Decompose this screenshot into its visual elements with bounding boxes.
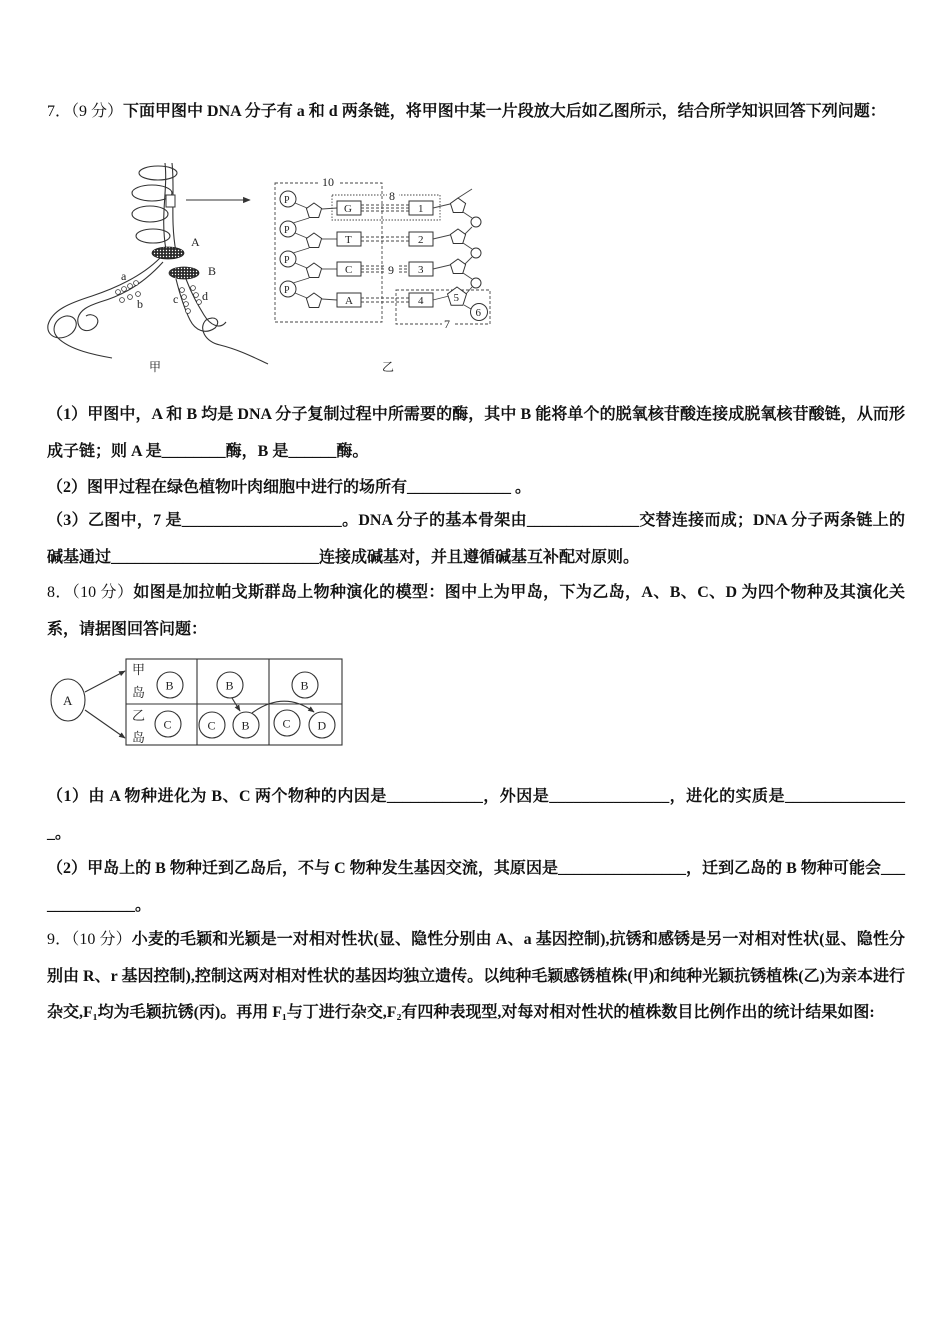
- deoxyribose-pentagon: [306, 293, 321, 308]
- question-8-part-1: （1）由 A 物种进化为 B、C 两个物种的内因是____________，外因是_______________，进化的实质是________________。: [47, 788, 905, 842]
- question-7-stem: [47, 94, 905, 131]
- label-6: 6: [475, 307, 481, 319]
- label-9: 9: [388, 263, 394, 277]
- deoxyribose-pentagon: [306, 203, 321, 218]
- base-label-left: A: [345, 295, 353, 307]
- phosphate-label: P: [284, 225, 290, 236]
- question-8-stem: [47, 575, 905, 648]
- species-label: C: [163, 717, 172, 732]
- left-backbone: [280, 191, 337, 308]
- ancestor-species-label: A: [63, 693, 73, 708]
- base-label-right: 1: [418, 203, 424, 215]
- label-strand-b: b: [137, 297, 143, 311]
- deoxyribose-pentagon: [450, 198, 465, 213]
- evolution-arrow: [252, 701, 314, 713]
- label-strand-d: d: [202, 289, 208, 303]
- phosphate-circle: [471, 217, 481, 227]
- arrow-to-yi-island: [85, 710, 125, 738]
- base-label-right: 4: [418, 295, 424, 307]
- island-yi-label-1: 乙: [132, 708, 146, 723]
- species-label: B: [225, 678, 234, 693]
- enlarged-region-box: [166, 195, 175, 207]
- question-9-stem: [47, 922, 905, 1032]
- phosphate-label: P: [284, 195, 290, 206]
- caption-yi: 乙: [382, 360, 395, 374]
- deoxyribose-pentagon: [450, 259, 465, 274]
- dna-replication-figure: [40, 160, 500, 380]
- base-label-left: T: [345, 234, 352, 246]
- label-enzyme-b: B: [208, 264, 217, 278]
- base-label-left: C: [345, 264, 353, 276]
- deoxyribose-pentagon: [306, 233, 321, 248]
- species-label: D: [317, 718, 327, 733]
- label-strand-c: c: [173, 292, 179, 306]
- base-label-right: 2: [418, 234, 424, 246]
- question-8-text: 如图是加拉帕戈斯群岛上物种演化的模型：图中上为甲岛，下为乙岛，A、B、C、D 为四个物种及其演化关系，请据图回答问题：: [47, 584, 905, 638]
- question-7-number: 7．（9 分）: [47, 103, 124, 120]
- enzyme-a-ellipse: [152, 247, 184, 259]
- parent-helix-coil: [132, 163, 177, 252]
- island-jia-label-2: 岛: [132, 685, 146, 700]
- base-label-right: 3: [418, 264, 424, 276]
- label-7: 7: [444, 317, 450, 331]
- label-enzyme-a: A: [191, 235, 200, 249]
- species-label: C: [207, 718, 216, 733]
- phosphate-circle: [471, 248, 481, 258]
- question-7-part-3: （3）乙图中，7 是____________________。DNA 分子的基本骨架由______________交替连接而成；DNA 分子两条链上的碱基通过__________________________连接成碱基对，并且遵循碱基互补配对原则。: [47, 512, 905, 566]
- question-9-text: 小麦的毛颖和光颖是一对相对性状(显、隐性分别由 A、a 基因控制),抗锈和感锈是另一对相对性状(显、隐性分别由 R、r 基因控制),控制这两对相对性状的基因均独立遗传。以纯种毛颖感锈植株(甲)和纯种光颖抗锈植株(乙)为亲本进行杂交,F₁均为毛颖抗锈(丙)。再用 F₁与丁进行杂交,F₂有四种表现型,对每对相对性状的植株数目比例作出的统计结果如图:: [47, 931, 905, 1021]
- island-yi-label-2: 岛: [132, 730, 146, 745]
- figure-yi: [275, 175, 490, 374]
- question-9-number: 9．（10 分）: [47, 931, 132, 948]
- label-5: 5: [453, 292, 459, 304]
- deoxyribose-pentagon: [450, 229, 465, 244]
- figure-jia: [48, 163, 268, 374]
- label-10: 10: [322, 175, 334, 189]
- question-7-text: 下面甲图中 DNA 分子有 a 和 d 两条链，将甲图中某一片段放大后如乙图所示，结合所学知识回答下列问题：: [123, 103, 886, 120]
- label-8: 8: [389, 189, 395, 203]
- phosphate-circle: [471, 278, 481, 288]
- arrow-to-jia-island: [85, 671, 125, 692]
- enzyme-b-ellipse: [169, 267, 199, 279]
- species-label: B: [300, 678, 309, 693]
- island-jia-label-1: 甲: [132, 662, 146, 677]
- phosphate-label: P: [284, 255, 290, 266]
- species-label: B: [241, 718, 250, 733]
- species-label: C: [282, 716, 291, 731]
- question-8-number: 8．（10 分）: [47, 584, 134, 601]
- question-8-part-2: （2）甲岛上的 B 物种迁到乙岛后，不与 C 物种发生基因交流，其原因是________________，迁到乙岛的 B 物种可能会______________。: [47, 860, 905, 914]
- species-label: B: [165, 678, 174, 693]
- right-backbone: [433, 189, 488, 321]
- species-evolution-figure: [40, 650, 360, 755]
- caption-jia: 甲: [149, 360, 162, 374]
- left-branch: [48, 258, 163, 358]
- label-strand-a: a: [121, 269, 127, 283]
- base-label-left: G: [344, 203, 352, 215]
- question-7-part-1: （1）甲图中，A 和 B 均是 DNA 分子复制过程中所需要的酶，其中 B 能将单个的脱氧核苷酸连接成脱氧核苷酸链，从而形成子链；则 A 是________酶，B 是______酶。: [47, 406, 905, 460]
- deoxyribose-pentagon: [306, 263, 321, 278]
- phosphate-label: P: [284, 285, 290, 296]
- right-branch: [176, 279, 268, 364]
- question-7-part-2: （2）图甲过程在绿色植物叶肉细胞中进行的场所有_____________ 。: [47, 479, 532, 496]
